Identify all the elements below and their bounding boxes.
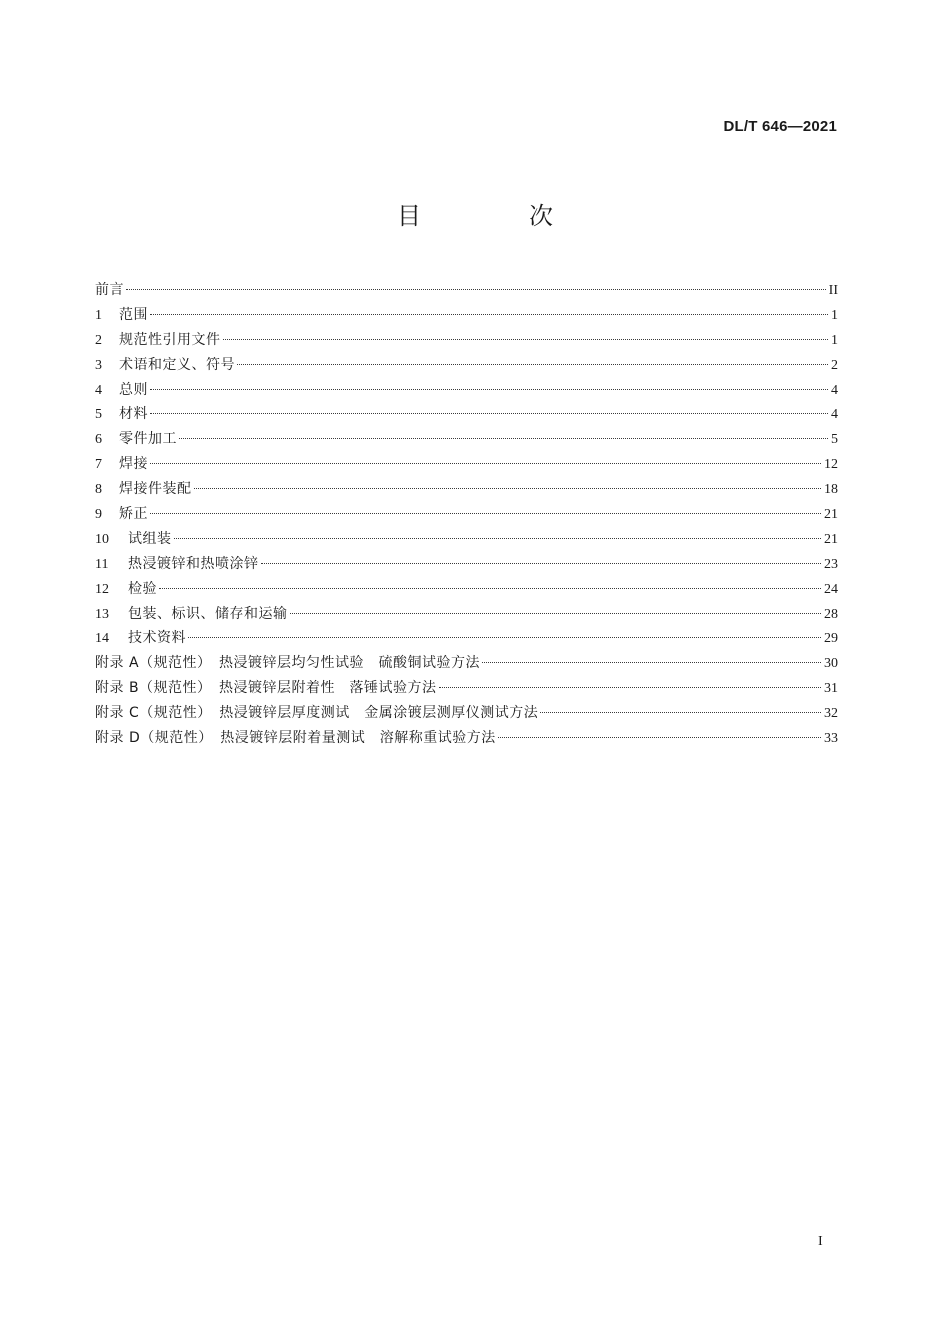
- toc-entry-page: 32: [824, 706, 838, 722]
- toc-entry-page: 5: [831, 432, 838, 448]
- toc-entry-title: 附录 A（规范性） 热浸镀锌层均匀性试验 硫酸铜试验方法: [95, 655, 481, 672]
- toc-entry-title: 附录 C（规范性） 热浸镀锌层厚度测试 金属涂镀层测厚仪测试方法: [95, 705, 539, 722]
- toc-entry-number: 11: [95, 556, 109, 572]
- toc-entry[interactable]: [95, 278, 838, 303]
- toc-dot-leader: [261, 563, 822, 564]
- toc-entry-page: 33: [824, 731, 838, 747]
- toc-dot-leader: [498, 737, 821, 738]
- toc-entry-title: 包装、标识、储存和运输: [128, 605, 288, 622]
- toc-dot-leader: [150, 389, 828, 390]
- toc-entry-number: 6: [95, 432, 102, 448]
- toc-entry-number: 3: [95, 357, 102, 373]
- toc-dot-leader: [174, 538, 822, 539]
- toc-entry-title: 矫正: [119, 506, 148, 523]
- toc-entry[interactable]: [95, 701, 838, 726]
- page-number: I: [818, 1234, 823, 1249]
- toc-entry-title: 附录 B（规范性） 热浸镀锌层附着性 落锤试验方法: [95, 680, 437, 697]
- toc-entry-number: 2: [95, 332, 102, 348]
- toc-entry-number: 4: [95, 382, 102, 398]
- toc-entry-page: 18: [824, 482, 838, 498]
- toc-entry-title: 前言: [95, 282, 124, 298]
- toc-entry-title: 材料: [119, 406, 148, 423]
- toc-entry-title: 试组装: [128, 530, 172, 547]
- toc-entry-page: 21: [824, 507, 838, 523]
- toc-dot-leader: [179, 438, 828, 439]
- toc-entry-page: 29: [824, 631, 838, 647]
- toc-entry[interactable]: [95, 527, 838, 552]
- toc-entry-number: 13: [95, 606, 109, 622]
- toc-dot-leader: [150, 513, 821, 514]
- toc-entry-page: 31: [824, 681, 838, 697]
- toc-entry-number: 9: [95, 507, 102, 523]
- toc-entry-title: 总则: [119, 381, 148, 398]
- toc-entry-title: 焊接件装配: [119, 481, 192, 498]
- toc-entry-number: 7: [95, 457, 102, 473]
- toc-dot-leader: [237, 364, 828, 365]
- toc-entry[interactable]: [95, 602, 838, 627]
- toc-entry-page: 21: [824, 531, 838, 547]
- standard-code: DL/T 646—2021: [723, 118, 837, 135]
- toc-entry-page: 4: [831, 407, 838, 423]
- toc-entry[interactable]: [95, 427, 838, 452]
- toc-entry[interactable]: [95, 577, 838, 602]
- toc-entry-title: 规范性引用文件: [119, 331, 221, 348]
- toc-entry[interactable]: [95, 402, 838, 427]
- toc-entry[interactable]: [95, 676, 838, 701]
- toc-dot-leader: [290, 613, 822, 614]
- toc-entry-title: 术语和定义、符号: [119, 356, 235, 373]
- toc-entry[interactable]: [95, 726, 838, 751]
- toc-dot-leader: [188, 637, 821, 638]
- toc-entry-page: 1: [831, 307, 838, 323]
- toc-dot-leader: [194, 488, 822, 489]
- toc-entry[interactable]: [95, 552, 838, 577]
- toc-entry-number: 8: [95, 482, 102, 498]
- toc-entry-number: 5: [95, 407, 102, 423]
- toc-entry-number: 1: [95, 307, 102, 323]
- toc-dot-leader: [150, 314, 828, 315]
- toc-entry[interactable]: [95, 477, 838, 502]
- toc-entry-title: 检验: [128, 580, 157, 597]
- toc-entry[interactable]: [95, 651, 838, 676]
- toc-entry-page: 23: [824, 556, 838, 572]
- toc-entry[interactable]: [95, 353, 838, 378]
- toc-entry-page: 28: [824, 606, 838, 622]
- toc-entry-page: 12: [824, 457, 838, 473]
- toc-entry-page: 30: [824, 656, 838, 672]
- toc-entry-number: 12: [95, 581, 109, 597]
- toc-entry-page: 24: [824, 581, 838, 597]
- toc-entry-number: 10: [95, 531, 109, 547]
- toc-entry[interactable]: [95, 328, 838, 353]
- toc-entry[interactable]: [95, 378, 838, 403]
- toc-list: [95, 278, 838, 751]
- toc-entry[interactable]: [95, 502, 838, 527]
- toc-entry-number: 14: [95, 631, 109, 647]
- toc-dot-leader: [540, 712, 821, 713]
- toc-title: 目 次: [397, 202, 595, 230]
- toc-entry-page: 4: [831, 382, 838, 398]
- toc-dot-leader: [126, 289, 826, 290]
- toc-entry[interactable]: [95, 452, 838, 477]
- toc-dot-leader: [439, 687, 821, 688]
- toc-entry[interactable]: [95, 303, 838, 328]
- toc-entry-page: 1: [831, 332, 838, 348]
- toc-entry-title: 热浸镀锌和热喷涂锌: [128, 555, 259, 572]
- toc-entry-title: 技术资料: [128, 630, 186, 647]
- toc-dot-leader: [223, 339, 829, 340]
- toc-dot-leader: [482, 662, 821, 663]
- toc-entry[interactable]: [95, 626, 838, 651]
- toc-dot-leader: [159, 588, 821, 589]
- toc-entry-title: 范围: [119, 306, 148, 323]
- toc-dot-leader: [150, 463, 821, 464]
- toc-dot-leader: [150, 413, 828, 414]
- toc-entry-title: 焊接: [119, 456, 148, 473]
- toc-entry-page: 2: [831, 357, 838, 373]
- toc-entry-page: II: [828, 283, 838, 298]
- toc-entry-title: 零件加工: [119, 431, 177, 448]
- toc-entry-title: 附录 D（规范性） 热浸镀锌层附着量测试 溶解称重试验方法: [95, 730, 496, 747]
